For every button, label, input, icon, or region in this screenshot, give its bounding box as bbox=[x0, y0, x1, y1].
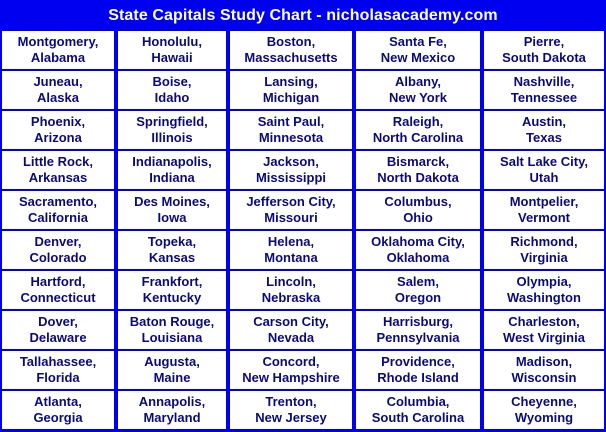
capital-cell bbox=[230, 191, 352, 229]
state-name: Nevada bbox=[267, 330, 315, 345]
capital-cell bbox=[356, 31, 480, 69]
capital-name: Cheyenne, bbox=[511, 394, 577, 409]
capital-cell bbox=[2, 311, 114, 349]
capital-name: Hartford, bbox=[30, 274, 86, 289]
capital-cell bbox=[230, 111, 352, 149]
capital-name: Frankfort, bbox=[141, 274, 203, 289]
state-name: Louisiana bbox=[141, 330, 203, 345]
state-name: Virginia bbox=[520, 250, 568, 265]
capital-name: Montpelier, bbox=[509, 194, 579, 209]
state-name: Kentucky bbox=[142, 290, 202, 305]
capital-cell bbox=[356, 111, 480, 149]
state-name: Utah bbox=[529, 170, 559, 185]
capital-name: Atlanta, bbox=[34, 394, 82, 409]
capital-cell bbox=[118, 31, 226, 69]
state-name: Alaska bbox=[37, 90, 79, 105]
state-name: Tennessee bbox=[510, 90, 578, 105]
capital-cell bbox=[484, 31, 604, 69]
capital-name: Salt Lake City, bbox=[500, 154, 588, 169]
capital-name: Montgomery, bbox=[17, 34, 99, 49]
state-name: Michigan bbox=[262, 90, 320, 105]
capital-cell bbox=[230, 71, 352, 109]
state-name: Minnesota bbox=[258, 130, 324, 145]
state-name: Maryland bbox=[143, 410, 201, 425]
capital-name: Juneau, bbox=[33, 74, 83, 89]
capital-cell bbox=[2, 391, 114, 429]
capital-cell bbox=[118, 71, 226, 109]
state-name: West Virginia bbox=[503, 330, 585, 345]
state-name: Indiana bbox=[149, 170, 195, 185]
capital-cell bbox=[356, 151, 480, 189]
capital-name: Raleigh, bbox=[392, 114, 444, 129]
capital-cell bbox=[484, 111, 604, 149]
capital-name: Annapolis, bbox=[138, 394, 206, 409]
capital-cell bbox=[484, 191, 604, 229]
state-name: Kansas bbox=[148, 250, 196, 265]
capital-cell bbox=[356, 351, 480, 389]
state-name: Vermont bbox=[517, 210, 570, 225]
capital-cell bbox=[230, 391, 352, 429]
capital-cell bbox=[230, 351, 352, 389]
capital-name: Carson City, bbox=[253, 314, 329, 329]
capital-name: Columbia, bbox=[386, 394, 450, 409]
capital-name: Des Moines, bbox=[134, 194, 210, 209]
state-name: Georgia bbox=[33, 410, 83, 425]
state-name: New Jersey bbox=[255, 410, 327, 425]
capital-cell bbox=[484, 231, 604, 269]
capital-name: Springfield, bbox=[136, 114, 208, 129]
state-name: New Hampshire bbox=[242, 370, 340, 385]
state-name: New Mexico bbox=[380, 50, 456, 65]
state-name: Maine bbox=[153, 370, 191, 385]
capital-cell bbox=[484, 271, 604, 309]
capital-name: Albany, bbox=[395, 74, 441, 89]
capital-cell bbox=[484, 311, 604, 349]
capital-name: Columbus, bbox=[384, 194, 452, 209]
state-name: Oklahoma bbox=[386, 250, 450, 265]
capital-name: Phoenix, bbox=[30, 114, 86, 129]
capital-name: Baton Rouge, bbox=[129, 314, 215, 329]
capital-cell bbox=[356, 311, 480, 349]
state-name: Wisconsin bbox=[511, 370, 577, 385]
capital-name: Madison, bbox=[515, 354, 573, 369]
state-name: Nebraska bbox=[261, 290, 321, 305]
capital-name: Richmond, bbox=[510, 234, 578, 249]
capital-cell bbox=[484, 151, 604, 189]
state-name: Arizona bbox=[34, 130, 82, 145]
capital-name: Austin, bbox=[521, 114, 567, 129]
state-name: North Dakota bbox=[377, 170, 459, 185]
chart-title: State Capitals Study Chart - nicholasacademy.com bbox=[108, 7, 498, 24]
capital-cell bbox=[118, 391, 226, 429]
state-name: California bbox=[28, 210, 88, 225]
capital-name: Tallahassee, bbox=[19, 354, 97, 369]
state-name: Missouri bbox=[264, 210, 318, 225]
capital-cell bbox=[230, 31, 352, 69]
state-name: Oregon bbox=[394, 290, 442, 305]
capital-name: Lincoln, bbox=[266, 274, 316, 289]
capital-name: Jackson, bbox=[263, 154, 319, 169]
state-name: Idaho bbox=[154, 90, 190, 105]
state-name: New York bbox=[388, 90, 448, 105]
capital-cell bbox=[484, 71, 604, 109]
capital-cell bbox=[2, 351, 114, 389]
capital-cell bbox=[118, 231, 226, 269]
capital-cell bbox=[484, 351, 604, 389]
capital-name: Boston, bbox=[266, 34, 316, 49]
capital-cell bbox=[356, 191, 480, 229]
capital-name: Saint Paul, bbox=[257, 114, 325, 129]
state-name: Florida bbox=[36, 370, 80, 385]
state-name: South Dakota bbox=[502, 50, 586, 65]
capital-name: Helena, bbox=[267, 234, 315, 249]
state-name: Montana bbox=[264, 250, 318, 265]
capital-name: Santa Fe, bbox=[389, 34, 447, 49]
capital-name: Denver, bbox=[34, 234, 82, 249]
capital-cell bbox=[230, 151, 352, 189]
capital-name: Dover, bbox=[38, 314, 78, 329]
state-name: Alabama bbox=[30, 50, 86, 65]
capital-cell bbox=[356, 231, 480, 269]
capital-cell bbox=[2, 271, 114, 309]
capitals-grid bbox=[0, 30, 606, 432]
state-name: Delaware bbox=[29, 330, 87, 345]
state-name: Illinois bbox=[151, 130, 193, 145]
capital-name: Providence, bbox=[381, 354, 455, 369]
capital-cell bbox=[484, 391, 604, 429]
capital-name: Topeka, bbox=[147, 234, 197, 249]
state-name: Pennsylvania bbox=[376, 330, 460, 345]
capital-name: Little Rock, bbox=[22, 154, 94, 169]
capital-name: Sacramento, bbox=[18, 194, 98, 209]
state-name: Rhode Island bbox=[377, 370, 459, 385]
capital-name: Honolulu, bbox=[142, 34, 202, 49]
capital-cell bbox=[118, 151, 226, 189]
state-name: Arkansas bbox=[28, 170, 88, 185]
capital-name: Charleston, bbox=[508, 314, 580, 329]
state-name: Mississippi bbox=[255, 170, 327, 185]
capital-cell bbox=[118, 111, 226, 149]
state-name: Iowa bbox=[157, 210, 187, 225]
capital-cell bbox=[2, 71, 114, 109]
state-name: Massachusetts bbox=[244, 50, 338, 65]
capital-name: Bismarck, bbox=[386, 154, 450, 169]
capital-cell bbox=[2, 231, 114, 269]
capital-cell bbox=[118, 271, 226, 309]
capital-name: Indianapolis, bbox=[132, 154, 212, 169]
capital-name: Salem, bbox=[397, 274, 439, 289]
state-name: Connecticut bbox=[20, 290, 96, 305]
state-name: Wyoming bbox=[514, 410, 574, 425]
capital-name: Augusta, bbox=[144, 354, 200, 369]
capital-cell bbox=[2, 31, 114, 69]
state-name: Washington bbox=[507, 290, 581, 305]
state-name: North Carolina bbox=[372, 130, 464, 145]
capital-name: Olympia, bbox=[516, 274, 572, 289]
capital-name: Lansing, bbox=[264, 74, 318, 89]
capital-cell bbox=[356, 391, 480, 429]
capital-name: Nashville, bbox=[513, 74, 575, 89]
capital-cell bbox=[356, 71, 480, 109]
capital-cell bbox=[2, 111, 114, 149]
state-name: South Carolina bbox=[371, 410, 465, 425]
capital-cell bbox=[118, 191, 226, 229]
capital-name: Oklahoma City, bbox=[371, 234, 465, 249]
capital-cell bbox=[2, 151, 114, 189]
capital-name: Boise, bbox=[152, 74, 192, 89]
capital-name: Concord, bbox=[262, 354, 320, 369]
capital-cell bbox=[118, 311, 226, 349]
capital-name: Harrisburg, bbox=[382, 314, 454, 329]
capital-cell bbox=[2, 191, 114, 229]
capital-cell bbox=[230, 271, 352, 309]
capital-cell bbox=[356, 271, 480, 309]
capital-cell bbox=[118, 351, 226, 389]
capital-name: Trenton, bbox=[265, 394, 317, 409]
capital-name: Jefferson City, bbox=[246, 194, 336, 209]
capital-cell bbox=[230, 311, 352, 349]
state-name: Ohio bbox=[403, 210, 433, 225]
state-name: Texas bbox=[526, 130, 562, 145]
capital-cell bbox=[230, 231, 352, 269]
state-name: Hawaii bbox=[151, 50, 193, 65]
state-name: Colorado bbox=[29, 250, 87, 265]
capital-name: Pierre, bbox=[523, 34, 565, 49]
